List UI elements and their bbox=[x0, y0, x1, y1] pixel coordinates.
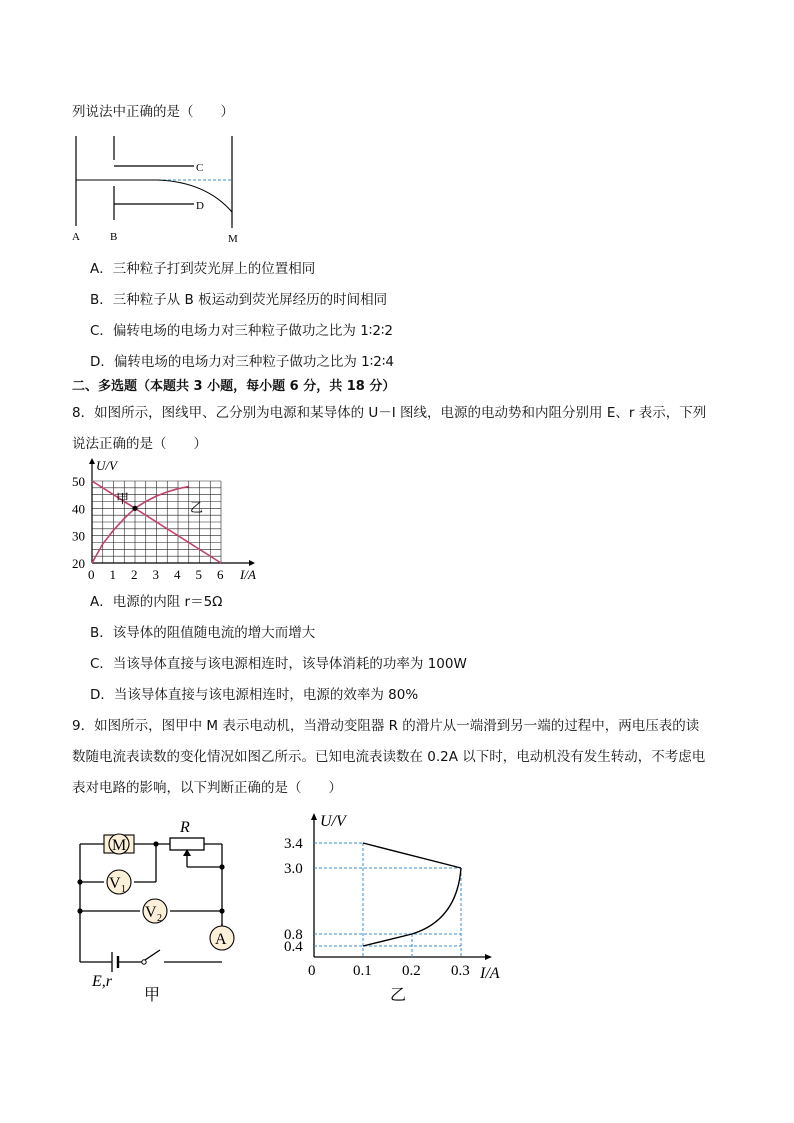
circuit-caption: 甲 bbox=[144, 987, 161, 1004]
q9-stem-line2: 数随电流表读数的变化情况如图乙所示。已知电流表读数在 0.2A 以下时，电动机没有发生转动，不考虑电 bbox=[72, 749, 706, 765]
q7-option-c: C．偏转电场的电场力对三种粒子做功之比为 1∶2∶2 bbox=[90, 323, 394, 339]
q9-y-tick-label: 0.4 bbox=[284, 939, 303, 955]
q9-y-tick-label: 0.8 bbox=[284, 927, 303, 943]
q8-x-tick-label: 4 bbox=[174, 567, 181, 582]
q8-stem-line1: 8．如图所示，图线甲、乙分别为电源和某导体的 U－I 图线，电源的电动势和内阻分别用 E、r 表示，下列 bbox=[72, 405, 707, 421]
q8-ui-chart bbox=[64, 456, 274, 586]
q9-stem-line1: 9．如图所示，图甲中 M 表示电动机，当滑动变阻器 R 的滑片从一端滑到另一端的过程中，两电压表的读 bbox=[72, 718, 700, 734]
q9-y-tick-label: 3.0 bbox=[284, 861, 303, 877]
particle-trajectory bbox=[158, 180, 232, 212]
q8-y-tick-label: 50 bbox=[72, 474, 85, 489]
q8-y-tick-label: 40 bbox=[72, 501, 85, 517]
q8-y-arrow bbox=[89, 458, 95, 464]
q8-y-tick-label: 30 bbox=[72, 528, 85, 544]
q7-stem-tail: 列说法中正确的是（ ） bbox=[72, 104, 234, 120]
q8-x-tick-label: 6 bbox=[217, 567, 224, 582]
q9-series-line-1 bbox=[363, 843, 461, 868]
q8-y-tick-label: 20 bbox=[72, 556, 85, 571]
q8-intersection-point bbox=[132, 506, 137, 511]
q8-x-tick-label: 3 bbox=[152, 567, 159, 582]
q8-stem-line2: 说法正确的是（ ） bbox=[72, 436, 207, 452]
q8-option-d: D．当该导体直接与该电源相连时，电源的效率为 80% bbox=[90, 687, 419, 703]
q8-option-a: A．电源的内阻 r＝5Ω bbox=[90, 594, 223, 610]
q9-x-arrow bbox=[485, 954, 492, 960]
q9-ylabel: U/V bbox=[320, 813, 346, 830]
q8-option-b: B．该导体的阻值随电流的增大而增大 bbox=[90, 625, 316, 641]
q7-option-b: B．三种粒子从 B 板运动到荧光屏经历的时间相同 bbox=[90, 292, 388, 308]
v1-sub: 1 bbox=[121, 884, 126, 895]
v2-sub: 2 bbox=[157, 913, 162, 924]
source-label: E,r bbox=[92, 973, 112, 990]
q8-series-line-2 bbox=[92, 487, 189, 564]
label-b: B bbox=[110, 231, 118, 243]
q8-ylabel: U/V bbox=[96, 458, 117, 473]
q9-x-tick-label: 0 bbox=[308, 963, 316, 979]
q9-ui-chart bbox=[280, 810, 520, 1010]
q7-deflection-figure bbox=[66, 130, 256, 248]
label-a: A bbox=[72, 231, 80, 243]
q8-x-arrow bbox=[249, 560, 255, 566]
q8-x-tick-label: 2 bbox=[131, 567, 138, 582]
q9-x-tick-label: 0.2 bbox=[402, 963, 421, 979]
label-d: D bbox=[196, 200, 204, 212]
q9-caption: 乙 bbox=[390, 987, 407, 1004]
q8-option-c: C．当该导体直接与该电源相连时，该导体消耗的功率为 100W bbox=[90, 656, 467, 672]
q8-x-tick-label: 0 bbox=[88, 567, 95, 582]
q8-x-tick-label: 5 bbox=[195, 567, 202, 582]
resistor-label: R bbox=[180, 819, 190, 836]
label-m: M bbox=[228, 233, 238, 245]
ammeter-label: A bbox=[215, 931, 227, 948]
q9-x-tick-label: 0.3 bbox=[451, 963, 470, 979]
q7-option-d: D．偏转电场的电场力对三种粒子做功之比为 1∶2∶4 bbox=[90, 354, 394, 370]
section-heading: 二、多选题（本题共 3 小题，每小题 6 分，共 18 分） bbox=[72, 379, 396, 394]
label-c: C bbox=[196, 162, 204, 174]
motor-label: M bbox=[112, 837, 127, 854]
q7-option-a: A．三种粒子打到荧光屏上的位置相同 bbox=[90, 261, 316, 277]
switch-contact bbox=[142, 960, 146, 964]
q9-xlabel: I/A bbox=[480, 965, 500, 982]
q9-y-arrow bbox=[311, 813, 317, 820]
q8-series-label-yi: 乙 bbox=[190, 500, 204, 515]
q9-x-tick-label: 0.1 bbox=[353, 963, 372, 979]
q9-stem-line3: 表对电路的影响，以下判断正确的是（ ） bbox=[72, 780, 342, 796]
q8-series-label-jia: 甲 bbox=[116, 491, 130, 506]
v1-label: V bbox=[109, 875, 121, 892]
q8-x-tick-label: 1 bbox=[109, 567, 116, 582]
q9-y-tick-label: 3.4 bbox=[284, 836, 303, 852]
q8-xlabel: I/A bbox=[240, 567, 256, 582]
v2-label: V bbox=[145, 904, 157, 921]
q9-circuit-diagram bbox=[72, 812, 252, 1007]
